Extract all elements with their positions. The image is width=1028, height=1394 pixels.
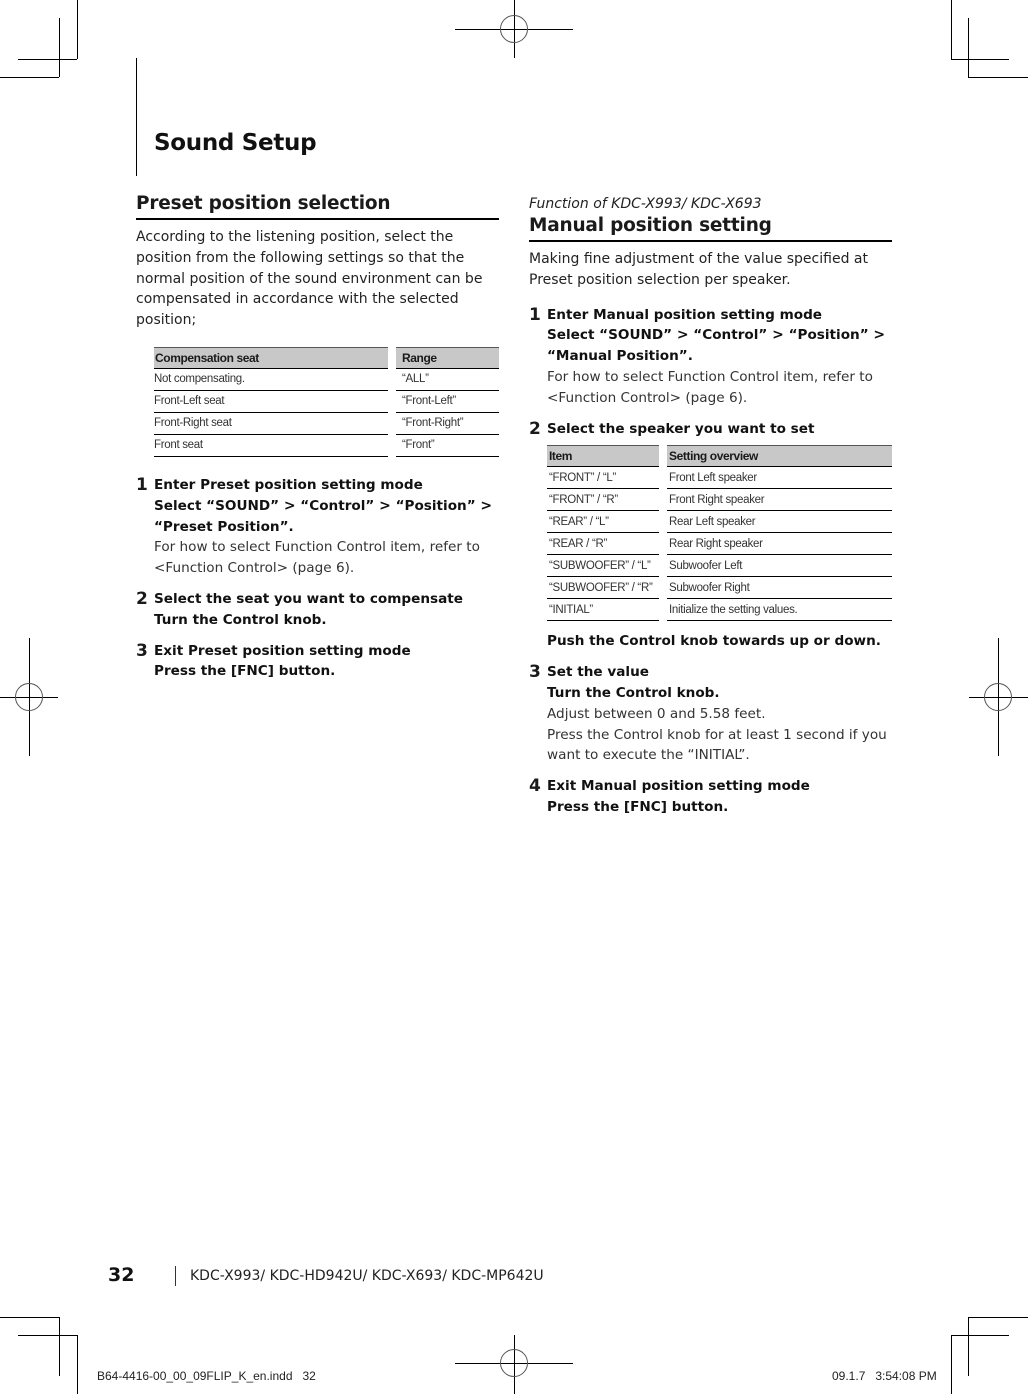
step-heading: Enter Preset position setting mode bbox=[154, 476, 423, 493]
step-heading: Select the speaker you want to set bbox=[547, 420, 815, 437]
chevron-right-icon: > bbox=[379, 497, 391, 514]
function-control-reference: <Function Control> (page 6). bbox=[547, 389, 748, 406]
cell-item: “REAR” / “L” bbox=[547, 511, 659, 533]
function-availability-note: Function of KDC-X993/ KDC-X693 bbox=[529, 196, 762, 212]
footer-divider bbox=[175, 1266, 176, 1286]
step-action: Push the Control knob towards up or down. bbox=[547, 633, 881, 650]
step-number: 2 bbox=[136, 588, 148, 609]
step-number: 2 bbox=[529, 418, 541, 439]
cell-seat: Not compensating. bbox=[154, 369, 388, 391]
column-gap bbox=[659, 577, 667, 599]
section-intro: Making fine adjustment of the value specified at Preset position selection per speaker. bbox=[529, 251, 868, 288]
step-action: Press the [FNC] button. bbox=[154, 663, 336, 680]
column-gap bbox=[659, 489, 667, 511]
section-title: Manual position setting bbox=[529, 214, 892, 242]
cell-seat: Front-Right seat bbox=[154, 413, 388, 435]
menu-path-item: “Control” bbox=[300, 497, 375, 514]
function-control-reference: <Function Control> (page 6). bbox=[154, 560, 355, 577]
section-title: Preset position selection bbox=[136, 192, 499, 220]
cell-overview: Subwoofer Left bbox=[667, 555, 892, 577]
table-row bbox=[547, 555, 892, 577]
step-number: 4 bbox=[529, 776, 541, 797]
cell-overview: Front Right speaker bbox=[667, 489, 892, 511]
table-row bbox=[547, 599, 892, 621]
column-gap bbox=[659, 467, 667, 489]
table-row bbox=[154, 413, 499, 435]
chapter-divider bbox=[136, 58, 137, 176]
table-row bbox=[547, 577, 892, 599]
cell-item: “FRONT” / “L” bbox=[547, 467, 659, 489]
page-number: 32 bbox=[108, 1264, 135, 1286]
step-action: Press the [FNC] button. bbox=[547, 798, 729, 815]
step-number: 3 bbox=[529, 662, 541, 683]
cell-item: “INITIAL” bbox=[547, 599, 659, 621]
compensation-table-wrapper bbox=[154, 347, 499, 457]
cell-overview: Initialize the setting values. bbox=[667, 599, 892, 621]
cell-overview: Subwoofer Right bbox=[667, 577, 892, 599]
column-gap bbox=[388, 413, 396, 435]
cell-item: “REAR / “R” bbox=[547, 533, 659, 555]
cell-range: “ALL” bbox=[396, 369, 499, 391]
column-header-setting-overview: Setting overview bbox=[667, 445, 892, 467]
step-4 bbox=[529, 776, 892, 818]
menu-path-tail: “Manual Position”. bbox=[547, 348, 693, 365]
menu-path-item: “Position” bbox=[788, 327, 869, 344]
cell-seat: Front seat bbox=[154, 435, 388, 457]
table-header-row bbox=[547, 445, 892, 467]
table-row bbox=[154, 391, 499, 413]
cell-item: “SUBWOOFER” / “L” bbox=[547, 555, 659, 577]
footer-model-list: KDC-X993/ KDC-HD942U/ KDC-X693/ KDC-MP642U bbox=[190, 1268, 544, 1284]
chevron-right-icon: > bbox=[676, 327, 689, 344]
table-row bbox=[154, 369, 499, 391]
menu-path-tail: “Preset Position”. bbox=[154, 518, 294, 535]
menu-path bbox=[547, 325, 892, 346]
section-intro: According to the listening position, select the position from the following settings so that the normal position of the sound environment can be compensated in accordance with the selected position; bbox=[136, 229, 483, 329]
step-note: want to execute the “INITIAL”. bbox=[547, 747, 750, 764]
step-heading: Enter Manual position setting mode bbox=[547, 306, 823, 323]
step-3 bbox=[136, 641, 499, 683]
step-note: For how to select Function Control item, refer to bbox=[154, 539, 480, 556]
step-heading: Set the value bbox=[547, 664, 649, 681]
menu-path-item: Select “SOUND” bbox=[547, 327, 673, 344]
chevron-right-icon: > bbox=[480, 497, 493, 514]
menu-path-item: “Position” bbox=[395, 497, 476, 514]
cell-item: “FRONT” / “R” bbox=[547, 489, 659, 511]
speaker-item-table bbox=[547, 445, 892, 621]
step-note: Adjust between 0 and 5.58 feet. bbox=[547, 705, 766, 722]
step-1 bbox=[529, 305, 892, 409]
column-gap bbox=[659, 599, 667, 621]
chevron-right-icon: > bbox=[283, 497, 296, 514]
step-note: For how to select Function Control item, refer to bbox=[547, 368, 873, 385]
cell-overview: Rear Right speaker bbox=[667, 533, 892, 555]
speaker-table-wrapper bbox=[547, 445, 892, 621]
table-row bbox=[547, 511, 892, 533]
step-2 bbox=[136, 589, 499, 631]
step-heading: Exit Manual position setting mode bbox=[547, 778, 810, 795]
menu-path-item: Select “SOUND” bbox=[154, 497, 280, 514]
cell-seat: Front-Left seat bbox=[154, 391, 388, 413]
menu-path-item: “Control” bbox=[693, 327, 768, 344]
cell-overview: Front Left speaker bbox=[667, 467, 892, 489]
column-gap bbox=[659, 533, 667, 555]
compensation-seat-table bbox=[154, 347, 499, 457]
step-number: 3 bbox=[136, 640, 148, 661]
column-gap bbox=[659, 555, 667, 577]
column-header-compensation-seat: Compensation seat bbox=[154, 347, 388, 369]
table-row bbox=[547, 467, 892, 489]
step-number: 1 bbox=[136, 474, 148, 495]
step-action: Turn the Control knob. bbox=[154, 611, 327, 628]
menu-path bbox=[154, 496, 499, 517]
step-2 bbox=[529, 419, 892, 653]
preset-position-section bbox=[136, 192, 499, 682]
column-gap bbox=[388, 347, 396, 369]
chapter-title: Sound Setup bbox=[154, 130, 317, 156]
column-gap bbox=[388, 435, 396, 457]
column-header-item: Item bbox=[547, 445, 659, 467]
step-note: Press the Control knob for at least 1 second if you bbox=[547, 726, 887, 743]
table-row bbox=[547, 489, 892, 511]
column-gap bbox=[659, 445, 667, 467]
chevron-right-icon: > bbox=[772, 327, 784, 344]
step-heading: Exit Preset position setting mode bbox=[154, 642, 411, 659]
print-slug-timestamp: 09.1.7 3:54:08 PM bbox=[832, 1369, 937, 1383]
cell-range: “Front-Left” bbox=[396, 391, 499, 413]
manual-position-section bbox=[529, 192, 892, 818]
column-gap bbox=[659, 511, 667, 533]
cell-item: “SUBWOOFER” / “R” bbox=[547, 577, 659, 599]
column-header-range: Range bbox=[396, 347, 499, 369]
chevron-right-icon: > bbox=[873, 327, 886, 344]
cell-range: “Front” bbox=[396, 435, 499, 457]
print-slug-filename: B64-4416-00_00_09FLIP_K_en.indd 32 bbox=[97, 1369, 316, 1383]
step-1 bbox=[136, 475, 499, 579]
column-gap bbox=[388, 391, 396, 413]
table-header-row bbox=[154, 347, 499, 369]
column-gap bbox=[388, 369, 396, 391]
step-3 bbox=[529, 662, 892, 766]
table-row bbox=[154, 435, 499, 457]
cell-range: “Front-Right” bbox=[396, 413, 499, 435]
table-row bbox=[547, 533, 892, 555]
cell-overview: Rear Left speaker bbox=[667, 511, 892, 533]
step-action: Turn the Control knob. bbox=[547, 684, 720, 701]
step-number: 1 bbox=[529, 304, 541, 325]
step-heading: Select the seat you want to compensate bbox=[154, 590, 464, 607]
